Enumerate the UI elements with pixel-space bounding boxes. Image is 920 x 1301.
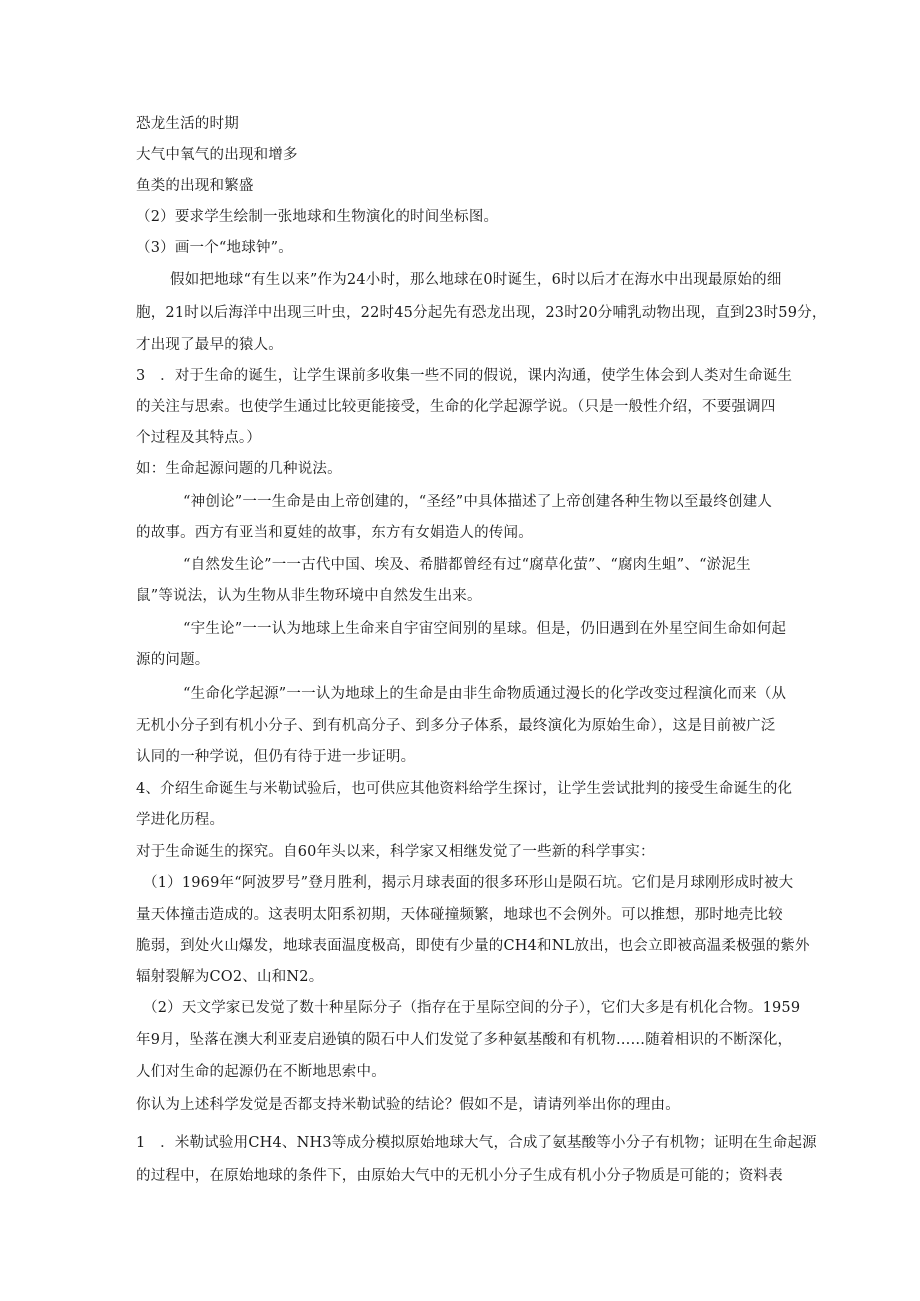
- text-line: （1）1969年“阿波罗号”登月胜利，揭示月球表面的很多环形山是陨石坑。它们是月球刚形成时被大: [143, 875, 794, 891]
- text-line: 鼠”等说法，认为生物从非生物环境中自然发生出来。: [136, 588, 482, 604]
- text-line: 4、介绍生命诞生与米勒试验后，也可供应其他资料给学生探讨，让学生尝试批判的接受生命诞生的化: [136, 781, 793, 797]
- text-line: 辐射裂解为CO2、山和N2。: [136, 969, 324, 985]
- text-line: 量天体撞击造成的。这表明太阳系初期，天体碰撞频繁，地球也不会例外。可以推想，那时地壳比较: [136, 907, 783, 923]
- text-line: 如：生命起源问题的几种说法。: [136, 461, 342, 477]
- text-line: 对于生命诞生的探究。自60年头以来，科学家又相继发觉了一些新的科学事实：: [136, 844, 655, 860]
- text-line: 源的问题。: [136, 652, 210, 668]
- text-line: 认同的一种学说，但仍有待于进一步证明。: [136, 749, 416, 765]
- text-line: 的关注与思索。也使学生通过比较更能接受，生命的化学起源学说。（只是一般性介绍，不要强调四: [136, 399, 776, 415]
- text-line: 人们对生命的起源仍在不断地思索中。: [136, 1064, 386, 1080]
- text-line: 的过程中，在原始地球的条件下，由原始大气中的无机小分子生成有机小分子物质是可能的；资料表: [136, 1168, 783, 1184]
- text-line: 恐龙生活的时期: [136, 116, 239, 132]
- text-line: 鱼类的出现和繁盛: [136, 178, 254, 194]
- text-line: “自然发生论”一一古代中国、埃及、希腊都曾经有过“腐草化萤”、“腐肉生蛆”、“淤泥生: [183, 557, 751, 573]
- text-line: 3 ．对于生命的诞生，让学生课前多收集一些不同的假说，课内沟通，使学生体会到人类对生命诞生: [136, 368, 793, 384]
- text-line: “神创论”一一生命是由上帝创建的，“圣经”中具体描述了上帝创建各种生物以至最终创建人: [183, 494, 773, 510]
- text-line: 个过程及其特点。）: [136, 430, 262, 446]
- text-line: 无机小分子到有机小分子、到有机高分子、到多分子体系，最终演化为原始生命），这是目前被广泛: [136, 718, 776, 734]
- text-line: （3）画一个“地球钟”。: [136, 240, 293, 256]
- text-line: 胞，21时以后海洋中出现三叶虫，22时45分起先有恐龙出现，23时20分哺乳动物出现，直到23时59分，: [136, 305, 827, 321]
- text-line: 的故事。西方有亚当和夏娃的故事，东方有女娟造人的传闻。: [136, 525, 533, 541]
- text-line: 年9月，坠落在澳大利亚麦启逊镇的陨石中人们发觉了多种氨基酸和有机物……随着相识的不断深化，: [136, 1032, 793, 1048]
- text-line: 你认为上述科学发觉是否都支持米勒试验的结论？假如不是，请请列举出你的理由。: [136, 1097, 680, 1113]
- text-line: 才出现了最早的猿人。: [136, 337, 283, 353]
- text-line: “生命化学起源”一一认为地球上的生命是由非生命物质通过漫长的化学改变过程演化而来（从: [183, 686, 787, 702]
- text-line: （2）要求学生绘制一张地球和生物演化的时间坐标图。: [136, 209, 499, 225]
- text-line: 大气中氧气的出现和增多: [136, 147, 298, 163]
- text-line: （2）天文学家已发觉了数十种星际分子（指存在于星际空间的分子），它们大多是有机化合物。1959: [143, 1000, 801, 1016]
- text-line: 1 ．米勒试验用CH4、NH3等成分模拟原始地球大气，合成了氨基酸等小分子有机物；证明在生命起源: [136, 1135, 817, 1151]
- text-line: 学进化历程。: [136, 812, 225, 828]
- text-line: “宇生论”一一认为地球上生命来自宇宙空间别的星球。但是，仍旧遇到在外星空间生命如何起: [183, 621, 787, 637]
- text-line: 假如把地球“有生以来”作为24小时，那么地球在0时诞生，6时以后才在海水中出现最原始的细: [170, 272, 782, 288]
- text-line: 脆弱，到处火山爆发，地球表面温度极高，即使有少量的CH4和NL放出，也会立即被高温柔极强的紫外: [136, 938, 810, 954]
